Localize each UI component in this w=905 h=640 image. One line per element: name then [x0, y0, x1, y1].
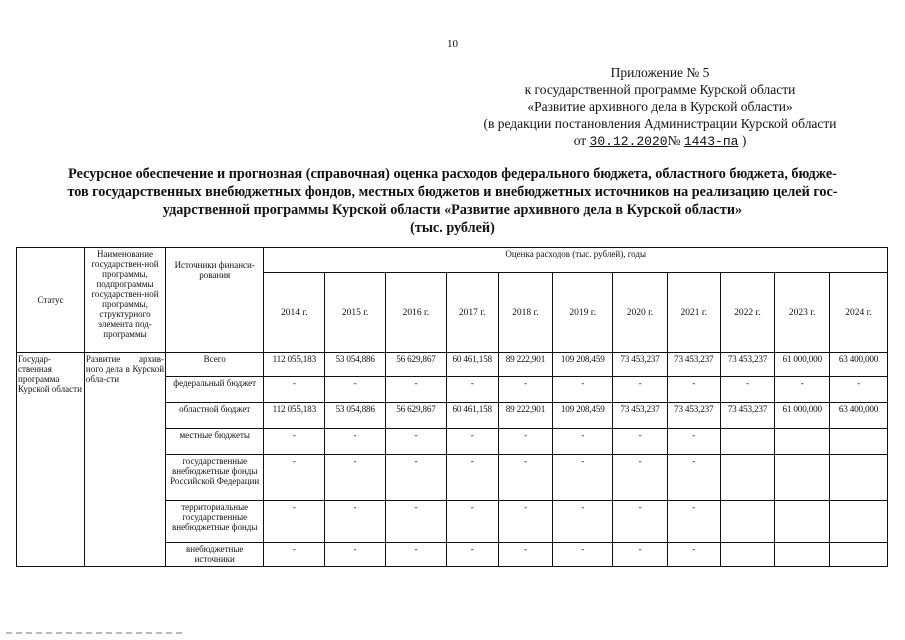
value-cell: -: [613, 543, 668, 567]
value-cell: 112 055,183: [264, 403, 325, 429]
value-cell: -: [264, 501, 325, 543]
value-cell: [775, 429, 830, 455]
appendix-date-line: [470, 132, 850, 150]
resource-table: [16, 247, 888, 567]
value-cell: -: [446, 429, 498, 455]
value-cell: -: [264, 455, 325, 501]
value-cell: 73 453,237: [667, 403, 720, 429]
value-cell: -: [386, 543, 447, 567]
title-line-1: Ресурсное обеспечение и прогнозная (справочная) оценка расходов федерального бюджета, областного бюджета, бюдже-: [68, 166, 837, 182]
scan-artifact: [6, 632, 186, 634]
value-cell: -: [386, 377, 447, 403]
resolution-date: 30.12.2020: [589, 134, 668, 149]
value-cell: 73 453,237: [613, 353, 668, 377]
funding-source-cell: местные бюджеты: [166, 429, 264, 455]
year-header: 2022 г.: [720, 273, 775, 353]
value-cell: 112 055,183: [264, 353, 325, 377]
value-cell: -: [553, 501, 613, 543]
year-header: 2019 г.: [553, 273, 613, 353]
value-cell: -: [498, 455, 553, 501]
from-label: от: [573, 133, 587, 148]
year-header: 2017 г.: [446, 273, 498, 353]
number-label: №: [667, 133, 681, 148]
value-cell: [720, 501, 775, 543]
resolution-number: 1443-па: [683, 134, 739, 149]
title-line-2: тов государственных внебюджетных фондов, местных бюджетов и внебюджетных источников на реализацию целей гос-: [67, 184, 838, 200]
value-cell: [720, 455, 775, 501]
program-name-cell: Развитие архив-ного дела в Курской обла-сти: [84, 353, 165, 567]
title-line-3: ударственной программы Курской области «Развитие архивного дела в Курской области»: [162, 202, 743, 218]
value-cell: 109 208,459: [553, 403, 613, 429]
document-title: [20, 165, 885, 237]
value-cell: -: [386, 429, 447, 455]
value-cell: -: [498, 429, 553, 455]
value-cell: 73 453,237: [613, 403, 668, 429]
funding-source-cell: внебюджетные источники: [166, 543, 264, 567]
value-cell: -: [613, 455, 668, 501]
value-cell: 61 000,000: [775, 403, 830, 429]
value-cell: -: [720, 377, 775, 403]
year-header: 2024 г.: [830, 273, 888, 353]
value-cell: -: [446, 377, 498, 403]
year-header: 2023 г.: [775, 273, 830, 353]
funding-source-cell: областной бюджет: [166, 403, 264, 429]
appendix-header: [470, 64, 850, 150]
header-status: Статус: [17, 248, 85, 353]
value-cell: -: [830, 377, 888, 403]
value-cell: [830, 501, 888, 543]
funding-source-cell: федеральный бюджет: [166, 377, 264, 403]
value-cell: -: [446, 543, 498, 567]
value-cell: [720, 429, 775, 455]
value-cell: 63 400,000: [830, 403, 888, 429]
value-cell: 61 000,000: [775, 353, 830, 377]
value-cell: 63 400,000: [830, 353, 888, 377]
funding-source-cell: территориальные государственные внебюджетные фонды: [166, 501, 264, 543]
value-cell: -: [446, 455, 498, 501]
year-header: 2015 г.: [325, 273, 386, 353]
year-header: 2020 г.: [613, 273, 668, 353]
value-cell: -: [386, 501, 447, 543]
value-cell: -: [446, 501, 498, 543]
value-cell: -: [553, 543, 613, 567]
value-cell: 109 208,459: [553, 353, 613, 377]
title-units: (тыс. рублей): [410, 220, 495, 236]
value-cell: 60 461,158: [446, 403, 498, 429]
funding-source-cell: Всего: [166, 353, 264, 377]
value-cell: -: [553, 429, 613, 455]
value-cell: 73 453,237: [720, 403, 775, 429]
value-cell: 56 629,867: [386, 353, 447, 377]
year-header: 2021 г.: [667, 273, 720, 353]
value-cell: 60 461,158: [446, 353, 498, 377]
value-cell: 73 453,237: [667, 353, 720, 377]
year-header: 2018 г.: [498, 273, 553, 353]
value-cell: -: [667, 377, 720, 403]
value-cell: [830, 543, 888, 567]
value-cell: -: [613, 429, 668, 455]
value-cell: -: [325, 455, 386, 501]
value-cell: 89 222,901: [498, 353, 553, 377]
page-number: 10: [447, 38, 458, 50]
value-cell: -: [667, 543, 720, 567]
value-cell: -: [775, 377, 830, 403]
value-cell: -: [325, 501, 386, 543]
value-cell: -: [325, 377, 386, 403]
year-header: 2014 г.: [264, 273, 325, 353]
value-cell: [775, 543, 830, 567]
value-cell: 89 222,901: [498, 403, 553, 429]
value-cell: [720, 543, 775, 567]
table-body: [17, 353, 888, 567]
value-cell: [775, 455, 830, 501]
value-cell: -: [325, 429, 386, 455]
value-cell: -: [264, 377, 325, 403]
value-cell: 53 054,886: [325, 353, 386, 377]
value-cell: -: [553, 377, 613, 403]
value-cell: -: [667, 501, 720, 543]
value-cell: -: [264, 543, 325, 567]
year-header: 2016 г.: [386, 273, 447, 353]
value-cell: -: [667, 429, 720, 455]
value-cell: -: [667, 455, 720, 501]
value-cell: [830, 455, 888, 501]
value-cell: 56 629,867: [386, 403, 447, 429]
header-name: Наименование государствен-ной программы, подпрограммы государствен-ной программы, структурного элемента под-программы: [84, 248, 165, 353]
value-cell: -: [386, 455, 447, 501]
value-cell: -: [264, 429, 325, 455]
appendix-program-ref: к государственной программе Курской области: [524, 82, 796, 97]
appendix-program-name: «Развитие архивного дела в Курской области»: [527, 99, 793, 114]
value-cell: -: [325, 543, 386, 567]
value-cell: -: [553, 455, 613, 501]
value-cell: -: [498, 543, 553, 567]
funding-source-cell: государственные внебюджетные фонды Российской Федерации: [166, 455, 264, 501]
status-cell: Государ-ственная программа Курской области: [17, 353, 85, 567]
close-paren: ): [741, 133, 747, 148]
value-cell: -: [498, 377, 553, 403]
value-cell: -: [613, 501, 668, 543]
value-cell: [775, 501, 830, 543]
header-sources: Источники финанси-рования: [166, 248, 264, 353]
value-cell: -: [613, 377, 668, 403]
value-cell: -: [498, 501, 553, 543]
appendix-edition-note: (в редакции постановления Администрации Курской области: [483, 116, 837, 131]
value-cell: 73 453,237: [720, 353, 775, 377]
value-cell: [830, 429, 888, 455]
header-estimate: Оценка расходов (тыс. рублей), годы: [264, 248, 888, 273]
value-cell: 53 054,886: [325, 403, 386, 429]
table-row: [17, 353, 888, 377]
appendix-title: Приложение № 5: [610, 65, 710, 80]
